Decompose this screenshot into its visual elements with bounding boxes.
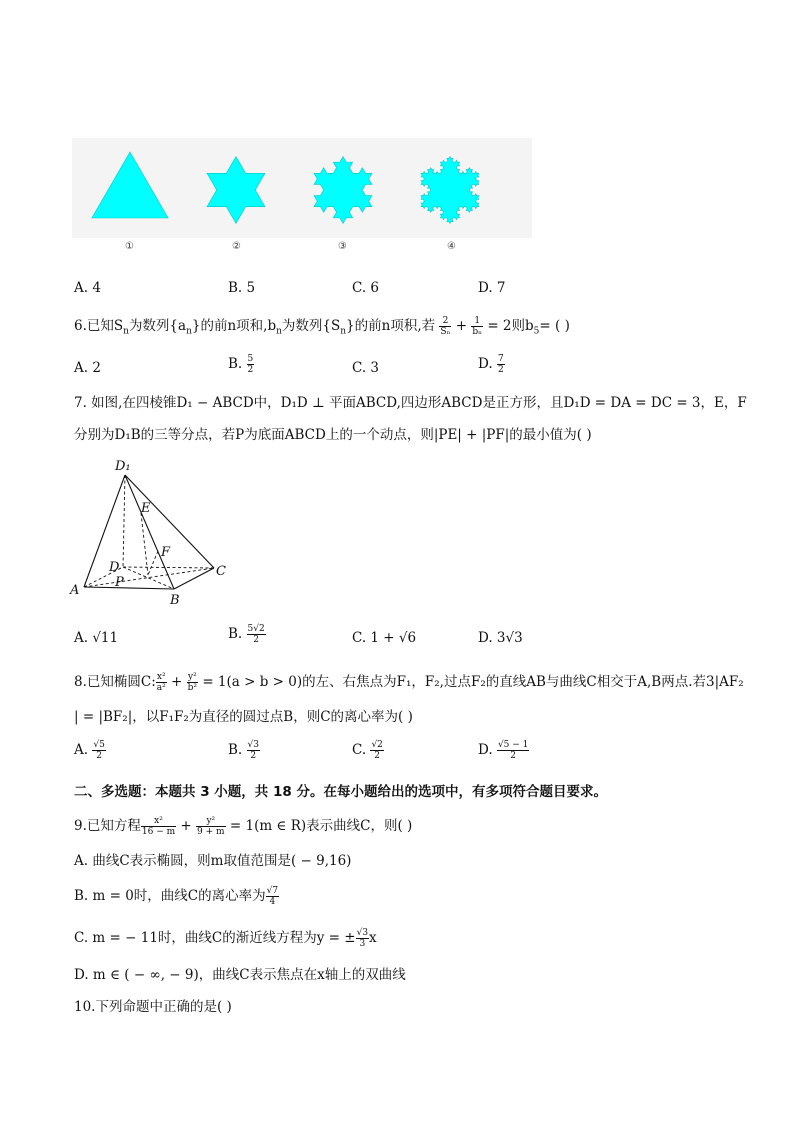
segment-e-p (141, 513, 148, 575)
q6-option-d: D. $\frac{7}{2}$ (478, 354, 504, 375)
q8-stem-line-2: | = |BF₂|，以F₁F₂为直径的圆过点B，则C的离心率为( ) (74, 709, 413, 725)
q8-stem-line-1: 8.已知椭圆C: $\frac{\text{x²}}{\text{a²}}$ + $\frac{\text{y²}}{\text{b²}}$ = 1(a > b > 0)的左、右焦点为F₁，F₂,过点F₂的直线AB与曲线C相交于A,B两点.若3|AF₂ (74, 672, 744, 693)
edge-d1-d (123, 475, 125, 567)
q6-stem: 6.已知$S_n$为数列$\{a_n\}$的前n项和$,b_n$为数列$\{S_n\}$的前n项积,若 $\frac{2}{\text{Sₙ}}$ + $\frac{1}{\text{bₙ}}$ = 2则$b_5=$ ( ) (74, 316, 570, 337)
diagonal-a-c (84, 568, 214, 587)
edge-d-c (123, 567, 214, 568)
q9-stem: 9.已知方程 $\frac{\text{x²}}{16 - m}$ + $\frac{\text{y²}}{9 + m}$ = 1(m ∈ R)表示曲线C，则( ) (74, 816, 413, 837)
snowflake-figures (72, 138, 532, 238)
label-p: P (115, 575, 124, 590)
q9-option-b: B. m = 0时，曲线C的离心率为 $\frac{√7}{4}$ (74, 886, 279, 907)
q8-option-d: D. $\frac{√5 - 1}{2}$ (478, 740, 529, 761)
q9-option-d: D. m ∈ ( − ∞, − 9)，曲线C表示焦点在x轴上的双曲线 (74, 967, 406, 983)
q7-stem-line-1: 7. 如图,在四棱锥D₁ − ABCD中，D₁D ⊥ 平面ABCD,四边形ABCD是正方形，且D₁D = DA = DC = 3，E，F (74, 395, 747, 411)
figure-label-2: ② (232, 241, 241, 252)
figure-label-1: ① (125, 241, 134, 252)
q8-option-b: B. $\frac{√3}{2}$ (228, 740, 259, 761)
q7-option-c: C. 1 + √6 (352, 630, 417, 646)
label-a: A (70, 583, 80, 598)
label-c: C (216, 564, 226, 579)
q7-option-a: A. √11 (74, 630, 119, 646)
q5-option-a: A. 4 (74, 280, 101, 296)
q6-option-c: C. 3 (352, 360, 380, 376)
figure-label-4: ④ (447, 241, 456, 252)
q7-option-d: D. 3√3 (478, 630, 523, 646)
q6-option-b: B. $\frac{5}{2}$ (228, 354, 254, 375)
q6-fraction-1: $\frac{2}{\text{Sₙ}}$ (440, 316, 451, 337)
label-e: E (141, 501, 151, 516)
q9-option-c: C. m = − 11时，曲线C的渐近线方程为y = ± $\frac{√3}{3}$ x (74, 928, 377, 949)
q8-option-a: A. $\frac{√5}{2}$ (74, 740, 105, 761)
label-d1: D₁ (115, 459, 131, 474)
figure-label-3: ③ (338, 241, 347, 252)
q9-option-a: A. 曲线C表示椭圆，则m取值范围是( − 9,16) (74, 853, 352, 869)
q5-option-c: C. 6 (352, 280, 380, 296)
q6-option-a: A. 2 (74, 360, 101, 376)
q7-option-b: B. $\frac{5√2}{2}$ (228, 624, 265, 645)
label-b: B (170, 593, 180, 607)
label-f: F (161, 545, 171, 560)
pyramid-diagram (68, 455, 238, 607)
label-d: D (109, 560, 120, 575)
section-heading-multiple-choice: 二、多选题：本题共 3 小题，共 18 分。在每小题给出的选项中，有多项符合题目要求。 (74, 784, 607, 800)
q8-option-c: C. $\frac{√2}{2}$ (352, 740, 383, 761)
edge-a-b (84, 587, 174, 589)
segment-f-p (148, 551, 158, 575)
q5-option-b: B. 5 (228, 280, 256, 296)
q6-fraction-2: $\frac{1}{\text{bₙ}}$ (472, 316, 483, 337)
q7-stem-line-2: 分别为D₁B的三等分点，若P为底面ABCD上的一个动点，则|PE| + |PF|的最小值为( ) (74, 427, 592, 443)
q5-option-d: D. 7 (478, 280, 506, 296)
q10-stem: 10.下列命题中正确的是( ) (74, 999, 232, 1015)
